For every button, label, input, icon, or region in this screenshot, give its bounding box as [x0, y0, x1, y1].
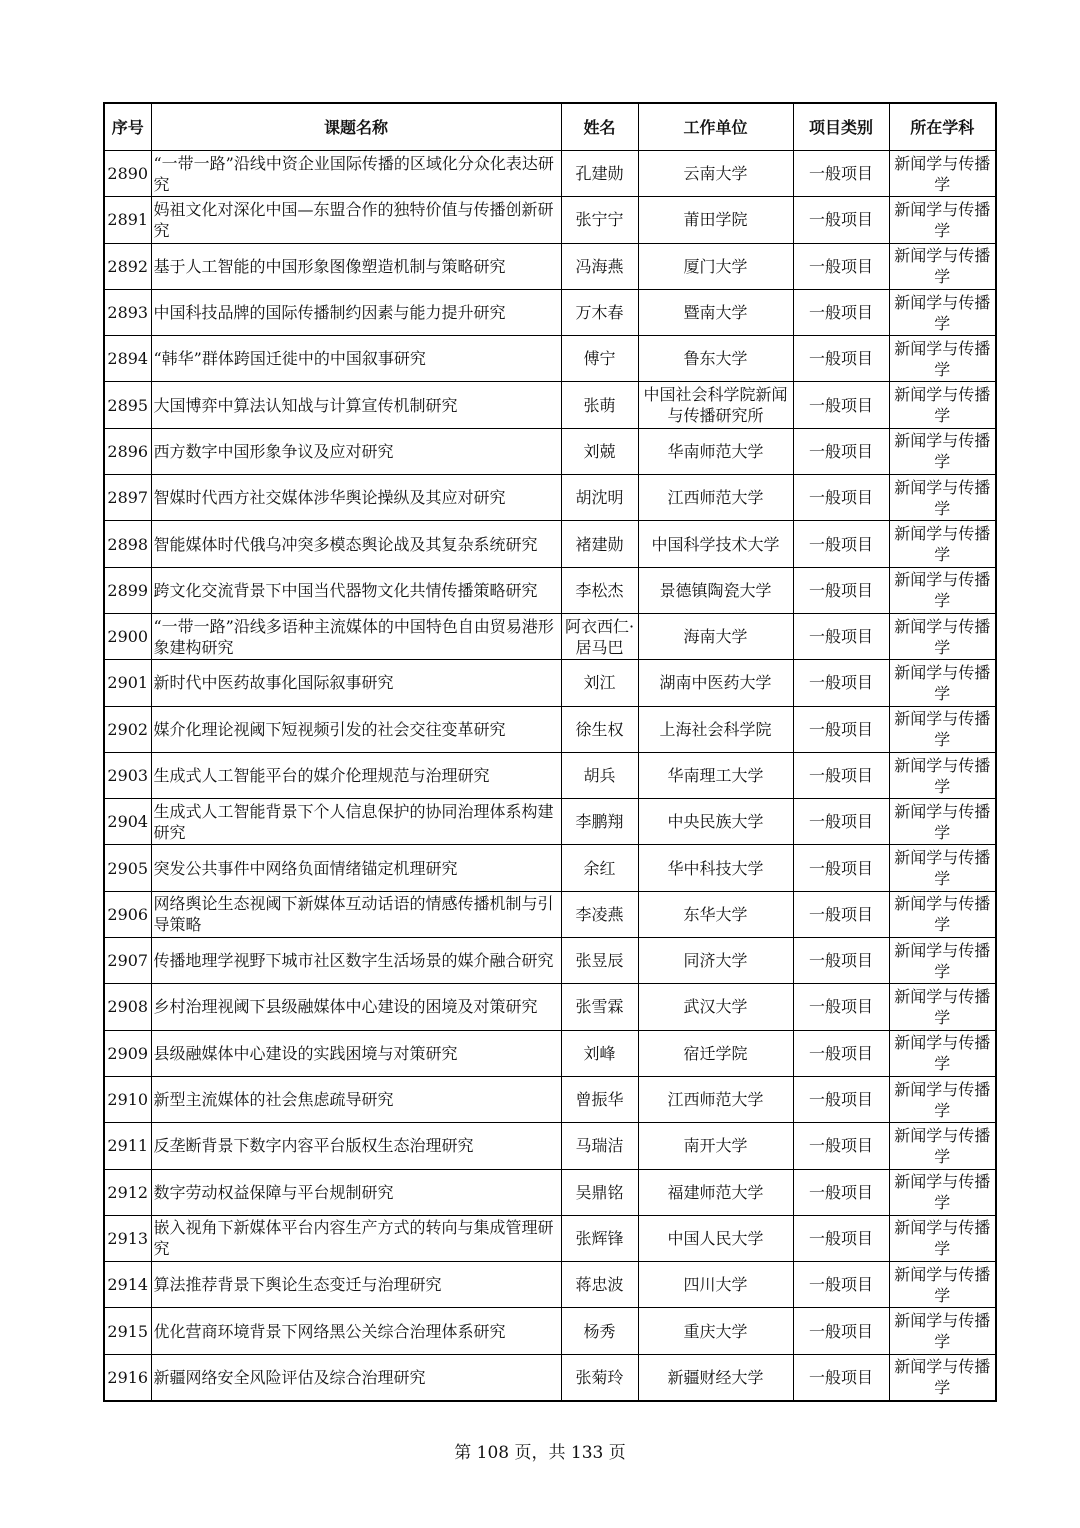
cell-subject: 新闻学与传播学 [889, 1215, 996, 1261]
cell-name: 褚建勋 [561, 521, 638, 567]
cell-subject: 新闻学与传播学 [889, 197, 996, 243]
table-body [104, 151, 996, 1401]
cell-no: 2905 [104, 845, 151, 891]
table-row [104, 845, 996, 891]
cell-unit: 莆田学院 [638, 197, 793, 243]
cell-title: 县级融媒体中心建设的实践困境与对策研究 [151, 1030, 561, 1076]
cell-title: 生成式人工智能背景下个人信息保护的协同治理体系构建研究 [151, 799, 561, 845]
cell-title: “韩华”群体跨国迁徙中的中国叙事研究 [151, 336, 561, 382]
cell-no: 2903 [104, 752, 151, 798]
cell-subject: 新闻学与传播学 [889, 151, 996, 197]
cell-subject: 新闻学与传播学 [889, 1308, 996, 1354]
cell-name: 杨秀 [561, 1308, 638, 1354]
cell-type: 一般项目 [793, 428, 889, 474]
cell-no: 2898 [104, 521, 151, 567]
cell-unit: 武汉大学 [638, 984, 793, 1030]
table-row [104, 289, 996, 335]
cell-title: 妈祖文化对深化中国—东盟合作的独特价值与传播创新研究 [151, 197, 561, 243]
cell-unit: 湖南中医药大学 [638, 660, 793, 706]
cell-no: 2899 [104, 567, 151, 613]
cell-subject: 新闻学与传播学 [889, 243, 996, 289]
cell-type: 一般项目 [793, 706, 889, 752]
cell-type: 一般项目 [793, 521, 889, 567]
cell-no: 2900 [104, 613, 151, 659]
cell-subject: 新闻学与传播学 [889, 1262, 996, 1308]
table-row [104, 197, 996, 243]
cell-name: 李松杰 [561, 567, 638, 613]
cell-unit: 暨南大学 [638, 289, 793, 335]
table-header [104, 103, 996, 151]
cell-subject: 新闻学与传播学 [889, 938, 996, 984]
table-row [104, 1076, 996, 1122]
table-row [104, 1123, 996, 1169]
cell-type: 一般项目 [793, 243, 889, 289]
table-row [104, 1215, 996, 1261]
cell-unit: 海南大学 [638, 613, 793, 659]
cell-unit: 中国科学技术大学 [638, 521, 793, 567]
cell-title: 数字劳动权益保障与平台规制研究 [151, 1169, 561, 1215]
cell-type: 一般项目 [793, 1076, 889, 1122]
cell-subject: 新闻学与传播学 [889, 1076, 996, 1122]
cell-type: 一般项目 [793, 382, 889, 428]
header-type: 项目类别 [793, 103, 889, 151]
table-row [104, 706, 996, 752]
cell-unit: 上海社会科学院 [638, 706, 793, 752]
cell-type: 一般项目 [793, 752, 889, 798]
cell-subject: 新闻学与传播学 [889, 382, 996, 428]
cell-title: 生成式人工智能平台的媒介伦理规范与治理研究 [151, 752, 561, 798]
header-name: 姓名 [561, 103, 638, 151]
cell-title: 新时代中医药故事化国际叙事研究 [151, 660, 561, 706]
cell-subject: 新闻学与传播学 [889, 1354, 996, 1400]
cell-name: 余红 [561, 845, 638, 891]
cell-title: 优化营商环境背景下网络黑公关综合治理体系研究 [151, 1308, 561, 1354]
cell-unit: 华中科技大学 [638, 845, 793, 891]
cell-unit: 江西师范大学 [638, 475, 793, 521]
cell-unit: 福建师范大学 [638, 1169, 793, 1215]
cell-name: 李鹏翔 [561, 799, 638, 845]
table-row [104, 1308, 996, 1354]
cell-name: 冯海燕 [561, 243, 638, 289]
cell-name: 胡沈明 [561, 475, 638, 521]
header-title: 课题名称 [151, 103, 561, 151]
cell-no: 2911 [104, 1123, 151, 1169]
cell-no: 2901 [104, 660, 151, 706]
cell-title: 传播地理学视野下城市社区数字生活场景的媒介融合研究 [151, 938, 561, 984]
cell-title: 乡村治理视阈下县级融媒体中心建设的困境及对策研究 [151, 984, 561, 1030]
cell-type: 一般项目 [793, 984, 889, 1030]
cell-no: 2894 [104, 336, 151, 382]
cell-unit: 中国社会科学院新闻与传播研究所 [638, 382, 793, 428]
table-row [104, 984, 996, 1030]
header-subject: 所在学科 [889, 103, 996, 151]
cell-subject: 新闻学与传播学 [889, 1030, 996, 1076]
table-row [104, 151, 996, 197]
cell-title: 大国博弈中算法认知战与计算宣传机制研究 [151, 382, 561, 428]
cell-unit: 厦门大学 [638, 243, 793, 289]
cell-type: 一般项目 [793, 151, 889, 197]
cell-type: 一般项目 [793, 891, 889, 937]
cell-unit: 东华大学 [638, 891, 793, 937]
cell-title: 新疆网络安全风险评估及综合治理研究 [151, 1354, 561, 1400]
cell-unit: 同济大学 [638, 938, 793, 984]
table-row [104, 1169, 996, 1215]
cell-name: 孔建勋 [561, 151, 638, 197]
cell-name: 傅宁 [561, 336, 638, 382]
cell-no: 2906 [104, 891, 151, 937]
cell-title: 基于人工智能的中国形象图像塑造机制与策略研究 [151, 243, 561, 289]
cell-title: “一带一路”沿线多语种主流媒体的中国特色自由贸易港形象建构研究 [151, 613, 561, 659]
table-row [104, 382, 996, 428]
table-row [104, 613, 996, 659]
cell-no: 2896 [104, 428, 151, 474]
cell-subject: 新闻学与传播学 [889, 799, 996, 845]
table-row [104, 243, 996, 289]
cell-unit: 南开大学 [638, 1123, 793, 1169]
cell-title: 新型主流媒体的社会焦虑疏导研究 [151, 1076, 561, 1122]
table-row [104, 567, 996, 613]
cell-title: 智能媒体时代俄乌冲突多模态舆论战及其复杂系统研究 [151, 521, 561, 567]
cell-title: 媒介化理论视阈下短视频引发的社会交往变革研究 [151, 706, 561, 752]
cell-type: 一般项目 [793, 475, 889, 521]
cell-type: 一般项目 [793, 1123, 889, 1169]
cell-name: 李凌燕 [561, 891, 638, 937]
cell-no: 2890 [104, 151, 151, 197]
cell-unit: 华南师范大学 [638, 428, 793, 474]
cell-type: 一般项目 [793, 1262, 889, 1308]
cell-type: 一般项目 [793, 799, 889, 845]
table-row [104, 428, 996, 474]
cell-subject: 新闻学与传播学 [889, 1123, 996, 1169]
cell-subject: 新闻学与传播学 [889, 752, 996, 798]
cell-subject: 新闻学与传播学 [889, 613, 996, 659]
cell-name: 张雪霖 [561, 984, 638, 1030]
table-row [104, 475, 996, 521]
cell-name: 刘江 [561, 660, 638, 706]
cell-name: 徐生权 [561, 706, 638, 752]
cell-no: 2893 [104, 289, 151, 335]
cell-type: 一般项目 [793, 1030, 889, 1076]
cell-subject: 新闻学与传播学 [889, 336, 996, 382]
cell-subject: 新闻学与传播学 [889, 567, 996, 613]
cell-name: 张宁宁 [561, 197, 638, 243]
cell-unit: 四川大学 [638, 1262, 793, 1308]
cell-name: 马瑞洁 [561, 1123, 638, 1169]
cell-subject: 新闻学与传播学 [889, 706, 996, 752]
cell-no: 2907 [104, 938, 151, 984]
cell-title: 嵌入视角下新媒体平台内容生产方式的转向与集成管理研究 [151, 1215, 561, 1261]
cell-no: 2909 [104, 1030, 151, 1076]
cell-unit: 新疆财经大学 [638, 1354, 793, 1400]
cell-title: “一带一路”沿线中资企业国际传播的区域化分众化表达研究 [151, 151, 561, 197]
cell-subject: 新闻学与传播学 [889, 428, 996, 474]
cell-no: 2904 [104, 799, 151, 845]
cell-unit: 华南理工大学 [638, 752, 793, 798]
cell-type: 一般项目 [793, 613, 889, 659]
cell-unit: 中国人民大学 [638, 1215, 793, 1261]
cell-subject: 新闻学与传播学 [889, 984, 996, 1030]
table-row [104, 799, 996, 845]
cell-no: 2897 [104, 475, 151, 521]
project-table [103, 102, 997, 1402]
cell-unit: 鲁东大学 [638, 336, 793, 382]
cell-name: 胡兵 [561, 752, 638, 798]
cell-subject: 新闻学与传播学 [889, 289, 996, 335]
cell-no: 2892 [104, 243, 151, 289]
cell-title: 智媒时代西方社交媒体涉华舆论操纵及其应对研究 [151, 475, 561, 521]
cell-no: 2914 [104, 1262, 151, 1308]
cell-subject: 新闻学与传播学 [889, 660, 996, 706]
cell-type: 一般项目 [793, 1215, 889, 1261]
cell-type: 一般项目 [793, 845, 889, 891]
table-row [104, 660, 996, 706]
cell-title: 中国科技品牌的国际传播制约因素与能力提升研究 [151, 289, 561, 335]
cell-no: 2908 [104, 984, 151, 1030]
cell-subject: 新闻学与传播学 [889, 845, 996, 891]
cell-title: 反垄断背景下数字内容平台版权生态治理研究 [151, 1123, 561, 1169]
table-row [104, 1354, 996, 1400]
cell-no: 2891 [104, 197, 151, 243]
cell-name: 刘兢 [561, 428, 638, 474]
cell-type: 一般项目 [793, 1308, 889, 1354]
cell-unit: 宿迁学院 [638, 1030, 793, 1076]
cell-title: 算法推荐背景下舆论生态变迁与治理研究 [151, 1262, 561, 1308]
cell-name: 吴鼎铭 [561, 1169, 638, 1215]
table-row [104, 336, 996, 382]
cell-type: 一般项目 [793, 660, 889, 706]
cell-no: 2916 [104, 1354, 151, 1400]
cell-name: 曾振华 [561, 1076, 638, 1122]
table-row [104, 891, 996, 937]
cell-name: 阿衣西仁·居马巴 [561, 613, 638, 659]
cell-subject: 新闻学与传播学 [889, 1169, 996, 1215]
table-row [104, 521, 996, 567]
cell-name: 刘峰 [561, 1030, 638, 1076]
cell-title: 突发公共事件中网络负面情绪锚定机理研究 [151, 845, 561, 891]
cell-name: 万木春 [561, 289, 638, 335]
cell-unit: 江西师范大学 [638, 1076, 793, 1122]
cell-no: 2913 [104, 1215, 151, 1261]
cell-title: 西方数字中国形象争议及应对研究 [151, 428, 561, 474]
table-row [104, 938, 996, 984]
cell-title: 网络舆论生态视阈下新媒体互动话语的情感传播机制与引导策略 [151, 891, 561, 937]
cell-name: 张菊玲 [561, 1354, 638, 1400]
cell-title: 跨文化交流背景下中国当代器物文化共情传播策略研究 [151, 567, 561, 613]
cell-subject: 新闻学与传播学 [889, 475, 996, 521]
cell-unit: 重庆大学 [638, 1308, 793, 1354]
cell-subject: 新闻学与传播学 [889, 521, 996, 567]
cell-subject: 新闻学与传播学 [889, 891, 996, 937]
cell-no: 2915 [104, 1308, 151, 1354]
cell-name: 蒋忠波 [561, 1262, 638, 1308]
header-no: 序号 [104, 103, 151, 151]
cell-unit: 中央民族大学 [638, 799, 793, 845]
cell-name: 张萌 [561, 382, 638, 428]
cell-type: 一般项目 [793, 567, 889, 613]
cell-no: 2902 [104, 706, 151, 752]
page-footer: 第 108 页，共 133 页 [454, 1443, 626, 1463]
cell-name: 张昱辰 [561, 938, 638, 984]
cell-type: 一般项目 [793, 938, 889, 984]
cell-no: 2910 [104, 1076, 151, 1122]
cell-no: 2895 [104, 382, 151, 428]
cell-type: 一般项目 [793, 197, 889, 243]
cell-type: 一般项目 [793, 1354, 889, 1400]
cell-type: 一般项目 [793, 289, 889, 335]
cell-no: 2912 [104, 1169, 151, 1215]
header-unit: 工作单位 [638, 103, 793, 151]
table-row [104, 752, 996, 798]
cell-unit: 云南大学 [638, 151, 793, 197]
cell-name: 张辉锋 [561, 1215, 638, 1261]
cell-unit: 景德镇陶瓷大学 [638, 567, 793, 613]
cell-type: 一般项目 [793, 336, 889, 382]
cell-type: 一般项目 [793, 1169, 889, 1215]
table-row [104, 1262, 996, 1308]
table-row [104, 1030, 996, 1076]
